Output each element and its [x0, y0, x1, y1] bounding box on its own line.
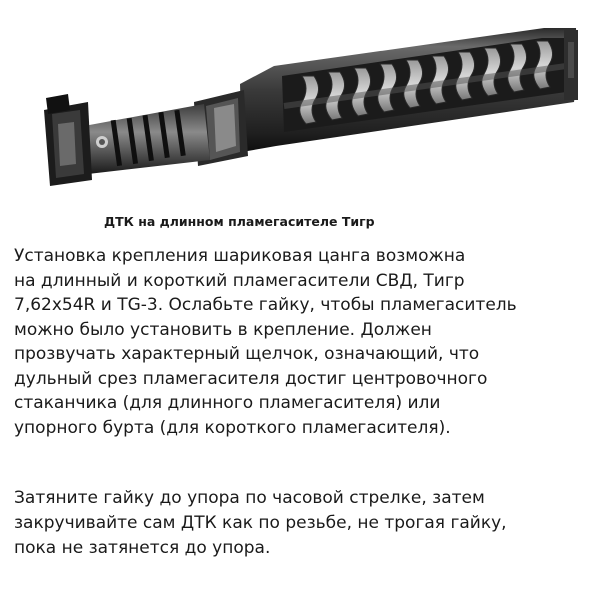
flash-hider	[84, 104, 210, 174]
paragraph-line: стаканчика (для длинного пламегасителя) или	[14, 393, 441, 413]
suppressor-tube	[240, 28, 578, 152]
rear-body	[44, 94, 92, 186]
paragraph-line: пока не затянется до упора.	[14, 538, 271, 558]
paragraph-line: прозвучать характерный щелчок, означающий, что	[14, 344, 480, 364]
paragraph-line: можно было установить в крепление. Должен	[14, 319, 432, 340]
paragraph-line: упорного бурта (для короткого пламегасителя).	[14, 417, 451, 438]
paragraph-line: на длинный и короткий пламегасители СВД, Тигр	[14, 270, 465, 291]
cutaway-illustration	[44, 14, 580, 194]
paragraph-line: закручивайте сам ДТК как по резьбе, не трогая гайку,	[14, 513, 507, 533]
instruction-paragraph-2	[14, 486, 594, 561]
paragraph-line: Установка крепления шариковая цанга возможна	[14, 246, 466, 266]
instruction-paragraph-1	[14, 244, 594, 440]
paragraph-line: Затяните гайку до упора по часовой стрелке, затем	[14, 488, 485, 508]
figure-caption: ДТК на длинном пламегасителе Тигр	[104, 214, 375, 229]
paragraph-line: 7,62x54R и TG-3. Ослабьте гайку, чтобы пламегаситель	[14, 295, 517, 315]
paragraph-line: дульный срез пламегасителя достиг центровочного	[14, 368, 488, 389]
device-cutaway-image	[44, 14, 580, 194]
